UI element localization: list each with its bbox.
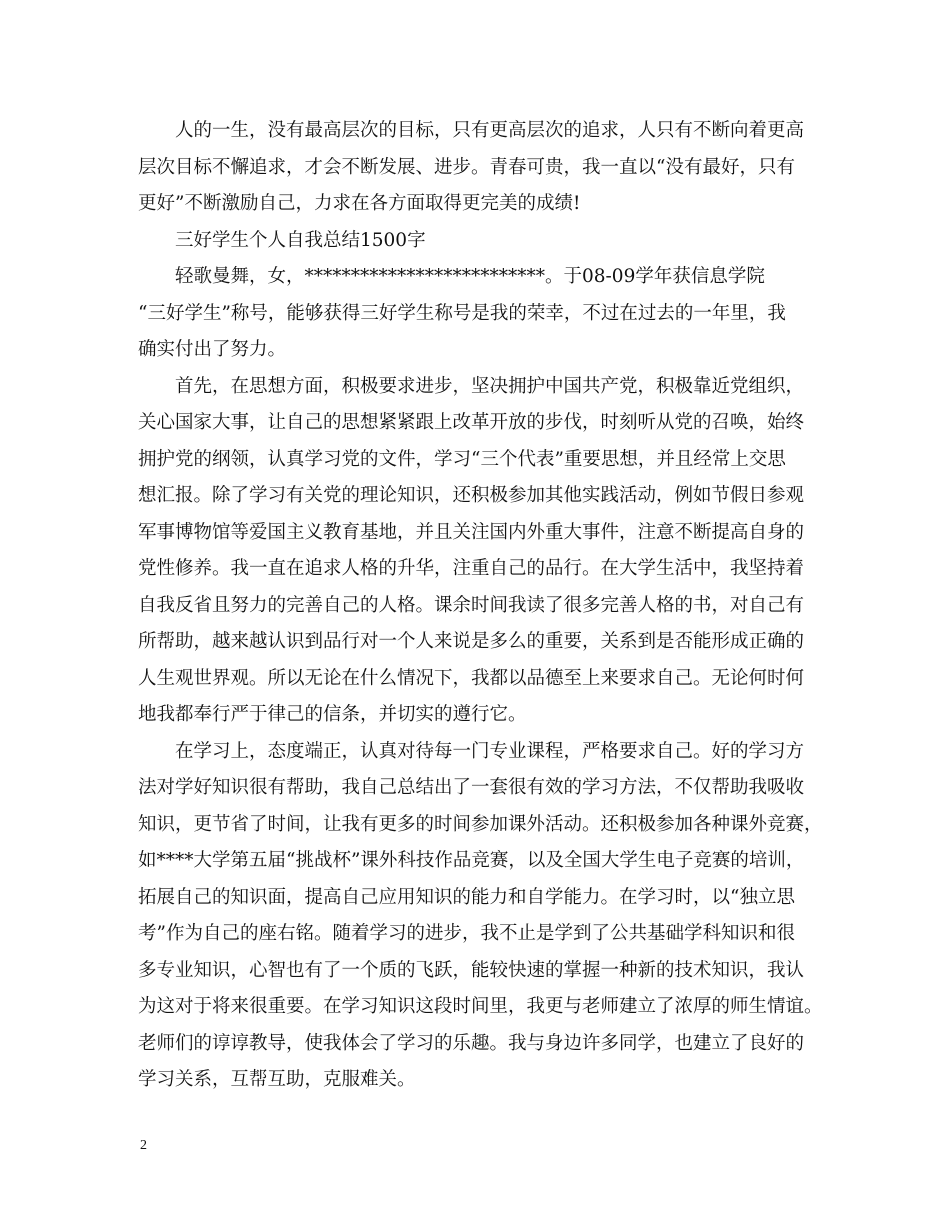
paragraph-1-line-3: 更好”不断激励自己，力求在各方面取得更完美的成绩! — [138, 193, 581, 214]
paragraph-4-line-2: 法对学好知识很有帮助，我自己总结出了一套很有效的学习方法，不仅帮助我吸收 — [138, 777, 805, 798]
page-number: 2 — [140, 1138, 147, 1153]
paragraph-2-line-2: “三好学生”称号，能够获得三好学生称号是我的荣幸，不过在过去的一年里，我 — [138, 302, 786, 324]
paragraph-1-line-2: 层次目标不懈追求，才会不断发展、进步。青春可贵，我一直以“没有最好，只有 — [138, 156, 795, 178]
paragraph-2-line-3: 确实付出了努力。 — [138, 339, 287, 360]
paragraph-3-line-5: 军事博物馆等爱国主义教育基地，并且关注国内外重大事件，注意不断提高自身的 — [138, 521, 805, 543]
paragraph-3-line-2: 关心国家大事，让自己的思想紧紧跟上改革开放的步伐，时刻听从党的召唤，始终 — [138, 412, 805, 433]
section-heading: 三好学生个人自我总结1500字 — [175, 229, 426, 251]
paragraph-3-line-9: 人生观世界观。所以无论在什么情况下，我都以品德至上来要求自己。无论何时何 — [138, 667, 805, 689]
paragraph-4-line-5: 拓展自己的知识面，提高自己应用知识的能力和自学能力。在学习时，以“独立思 — [138, 886, 795, 908]
paragraph-2-line-1: 轻歌曼舞，女，**************************。于08-09学年获信息学院 — [175, 266, 765, 287]
paragraph-4-line-10: 学习关系，互帮互助，克服难关。 — [138, 1069, 416, 1090]
paragraph-4-line-3: 知识，更节省了时间，让我有更多的时间参加课外活动。还积极参加各种课外竞赛， — [138, 813, 823, 835]
paragraph-3-line-4: 想汇报。除了学习有关党的理论知识，还积极参加其他实践活动，例如节假日参观 — [138, 485, 805, 506]
paragraph-3-line-10: 地我都奉行严于律己的信条，并切实的遵行它。 — [138, 704, 527, 725]
paragraph-3-line-8: 所帮助，越来越认识到品行对一个人来说是多么的重要，关系到是否能形成正确的 — [138, 631, 805, 652]
paragraph-3-line-7: 自我反省且努力的完善自己的人格。课余时间我读了很多完善人格的书，对自己有 — [138, 594, 805, 616]
paragraph-4-line-4: 如****大学第五届“挑战杯”课外科技作品竞赛，以及全国大学生电子竞赛的培训， — [138, 850, 805, 871]
paragraph-3-line-1: 首先，在思想方面，积极要求进步，坚决拥护中国共产党，积极靠近党组织， — [175, 375, 805, 397]
paragraph-4-line-7: 多专业知识，心智也有了一个质的飞跃，能较快速的掌握一种新的技术知识，我认 — [138, 959, 805, 981]
paragraph-3-line-3: 拥护党的纲领，认真学习党的文件，学习“三个代表”重要思想，并且经常上交思 — [138, 448, 786, 470]
document-body — [138, 113, 823, 1099]
paragraph-3-line-6: 党性修养。我一直在追求人格的升华，注重自己的品行。在大学生活中，我坚持着 — [138, 558, 805, 579]
paragraph-4-line-9: 老师们的谆谆教导，使我体会了学习的乐趣。我与身边许多同学，也建立了良好的 — [138, 1032, 805, 1054]
paragraph-4-line-1: 在学习上，态度端正，认真对待每一门专业课程，严格要求自己。好的学习方 — [175, 740, 805, 762]
paragraph-4-line-8: 为这对于将来很重要。在学习知识这段时间里，我更与老师建立了浓厚的师生情谊。 — [138, 996, 823, 1017]
paragraph-1-line-1: 人的一生，没有最高层次的目标，只有更高层次的追求，人只有不断向着更高 — [175, 120, 805, 141]
paragraph-4-line-6: 考”作为自己的座右铭。随着学习的进步，我不止是学到了公共基础学科知识和很 — [138, 923, 795, 944]
